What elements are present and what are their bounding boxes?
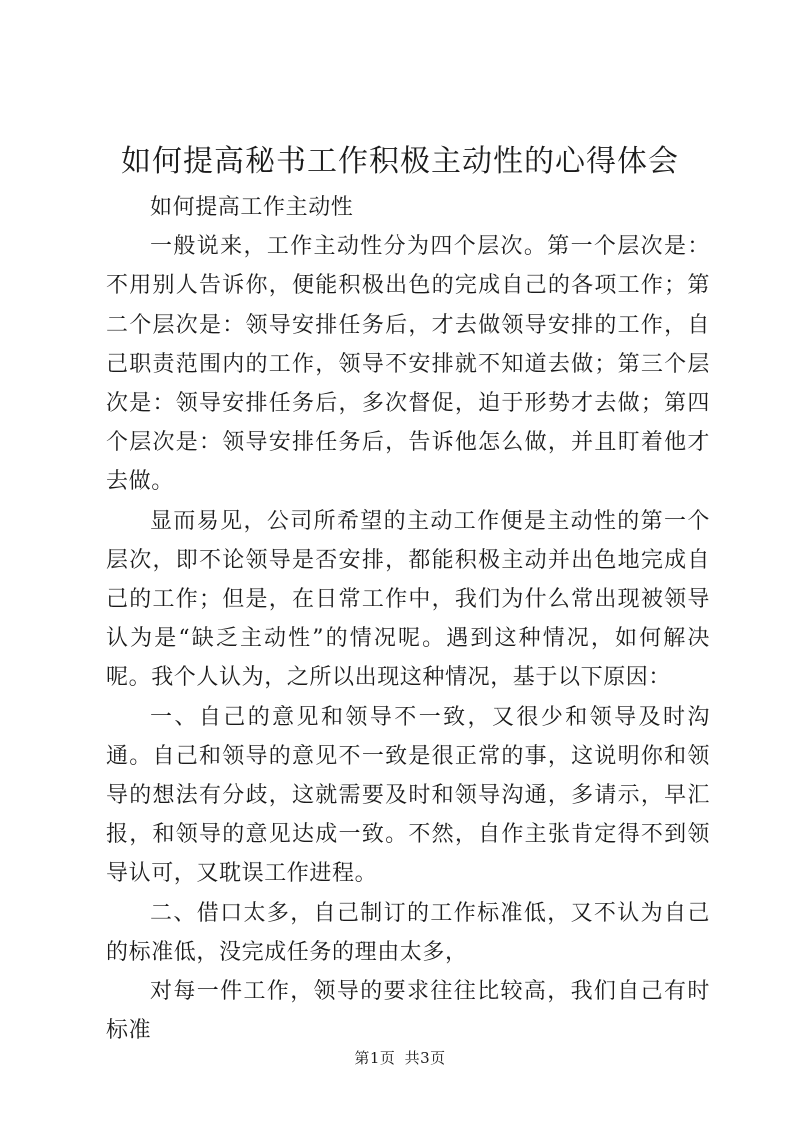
page-number: 第1页 [354,1049,396,1067]
paragraph-reason-one: 一、自己的意见和领导不一致，又很少和领导及时沟通。自己和领导的意见不一致是很正常的事，这说明你和领导的想法有分歧，这就需要及时和领导沟通，多请示，早汇报，和领导的意见达成一致。不然，自作主张肯定得不到领导认可，又耽误工作进程。 [106,704,710,887]
paragraph-levels: 一般说来，工作主动性分为四个层次。第一个层次是：不用别人告诉你，便能积极出色的完成自己的各项工作；第二个层次是：领导安排任务后，才去做领导安排的工作，自己职责范围内的工作，领导不安排就不知道去做；第三个层次是：领导安排任务后，多次督促，迫于形势才去做；第四个层次是：领导安排任务后，告诉他怎么做，并且盯着他才去做。 [106,234,710,495]
paragraph-subtitle: 如何提高工作主动性 [150,195,354,220]
paragraph-analysis: 显而易见，公司所希望的主动工作便是主动性的第一个层次，即不论领导是否安排，都能积极主动并出色地完成自己的工作；但是，在日常工作中，我们为什么常出现被领导认为是“缺乏主动性”的情况呢。遇到这种情况，如何解决呢。我个人认为，之所以出现这种情况，基于以下原因： [106,508,710,691]
document-title: 如何提高秘书工作积极主动性的心得体会 [121,144,679,179]
page-total: 共3页 [404,1049,446,1067]
document-body [106,188,710,1050]
page-footer [0,1048,800,1068]
paragraph-standards: 对每一件工作，领导的要求往往比较高，我们自己有时标准 [106,979,710,1044]
paragraph-reason-two: 二、借口太多，自己制订的工作标准低，又不认为自己的标准低，没完成任务的理由太多， [106,900,710,965]
